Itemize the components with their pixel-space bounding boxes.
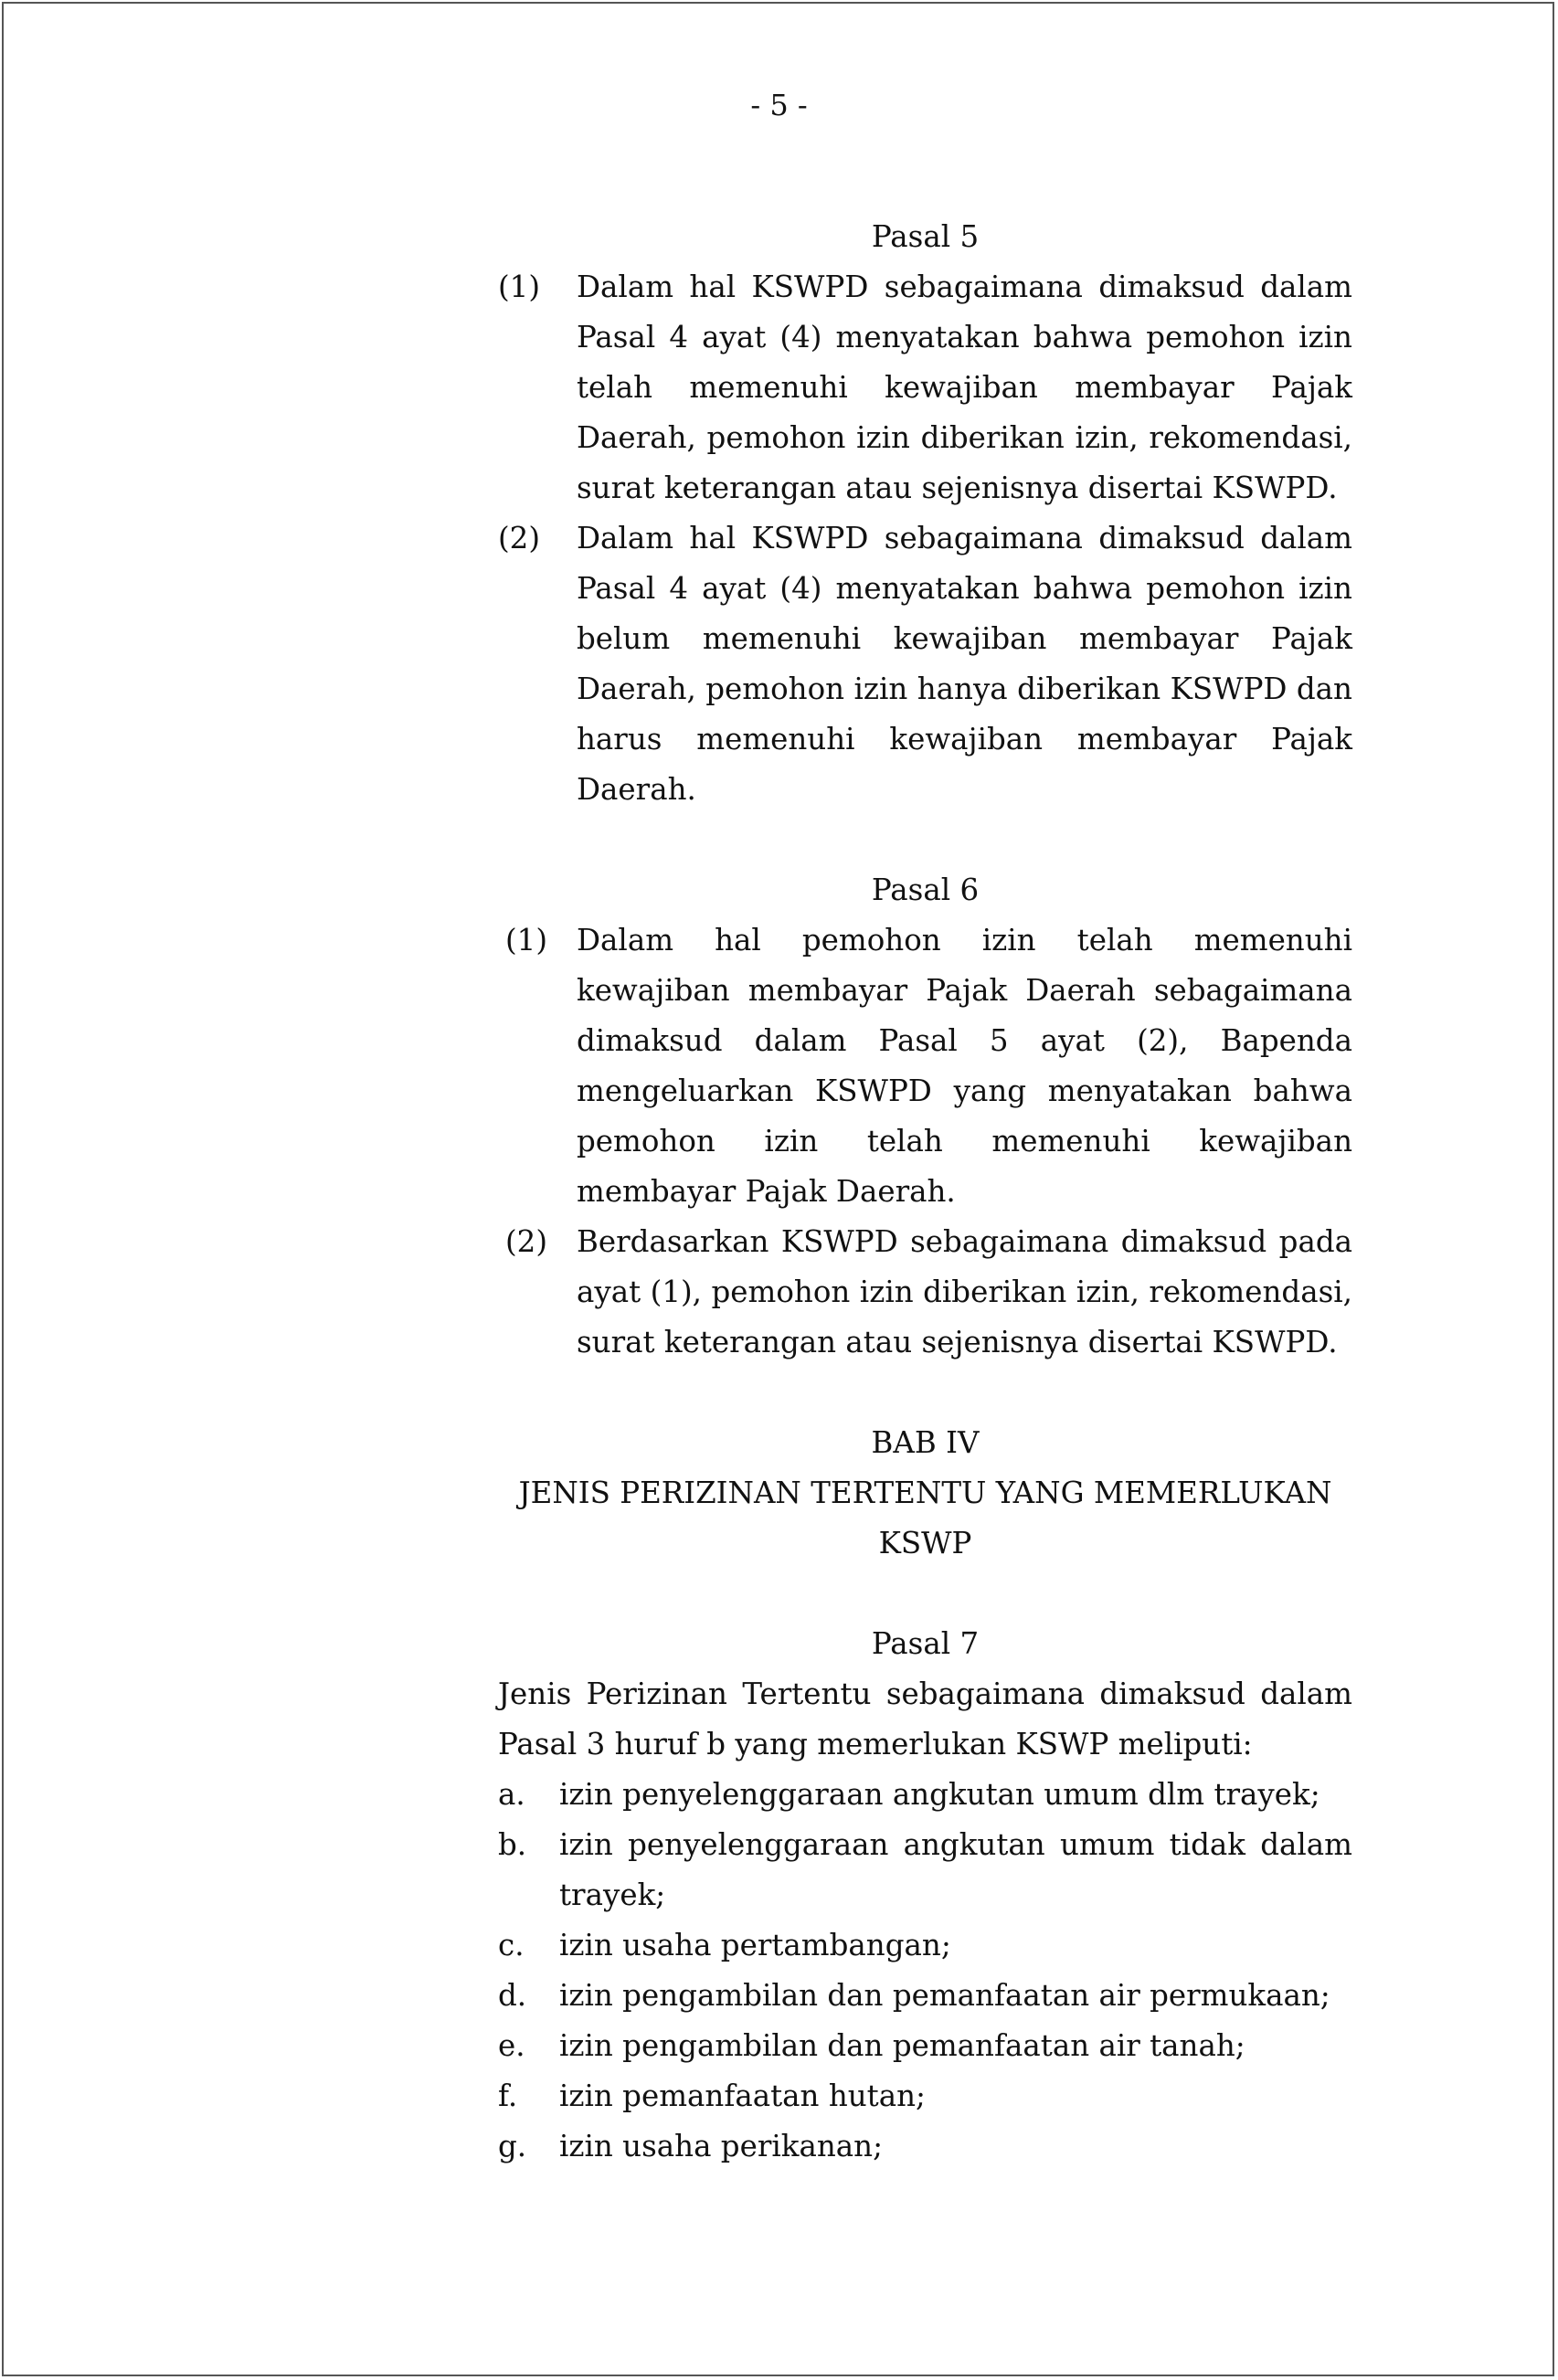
list-text: izin usaha pertambangan; [559, 1928, 951, 1962]
pasal-6-ayat-2 [498, 1217, 1352, 1368]
ayat-text: Dalam hal KSWPD sebagaimana dimaksud dalam Pasal 4 ayat (4) menyatakan bahwa pemohon izin telah memenuhi kewajiban membayar Pajak Daerah, pemohon izin diberikan izin, rekomendasi, surat keterangan atau sejenisnya disertai KSWPD. [577, 270, 1352, 505]
pasal-5-ayat-1 [498, 262, 1352, 513]
pasal-7-heading: Pasal 7 [871, 1626, 980, 1661]
list-item [498, 1770, 1352, 1820]
bab-heading: BAB IV [871, 1425, 980, 1460]
list-item [498, 2121, 1352, 2172]
ayat-text: Dalam hal KSWPD sebagaimana dimaksud dalam Pasal 4 ayat (4) menyatakan bahwa pemohon izin belum memenuhi kewajiban membayar Pajak Daerah, pemohon izin hanya diberikan KSWPD dan harus memenuhi kewajiban membayar Pajak Daerah. [577, 521, 1352, 807]
list-item [498, 1820, 1352, 1920]
list-text: izin penyelenggaraan angkutan umum dlm trayek; [559, 1777, 1320, 1812]
ayat-number: (2) [505, 1224, 548, 1259]
ayat-number: (2) [498, 521, 541, 555]
list-text: izin pemanfaatan hutan; [559, 2079, 926, 2113]
bab-title-line-2: KSWP [878, 1526, 972, 1560]
list-item [498, 1920, 1352, 1971]
list-item [498, 2071, 1352, 2121]
list-letter: d. [498, 1978, 527, 2013]
ayat-number: (1) [505, 923, 548, 957]
list-item [498, 1971, 1352, 2021]
list-letter: e. [498, 2028, 525, 2063]
list-text: izin pengambilan dan pemanfaatan air permukaan; [559, 1978, 1330, 2013]
list-text: izin usaha perikanan; [559, 2129, 884, 2163]
pasal-5-ayat-2 [498, 513, 1352, 815]
pasal-6-heading: Pasal 6 [871, 873, 980, 907]
list-letter: a. [498, 1777, 525, 1812]
bab-title-line-1: JENIS PERIZINAN TERTENTU YANG MEMERLUKAN [518, 1476, 1332, 1510]
document-body [498, 212, 1352, 2172]
pasal-5-heading: Pasal 5 [871, 219, 980, 254]
list-item [498, 2021, 1352, 2071]
list-letter: c. [498, 1928, 525, 1962]
ayat-text: Dalam hal pemohon izin telah memenuhi kewajiban membayar Pajak Daerah sebagaimana dimaksud dalam Pasal 5 ayat (2), Bapenda mengeluarkan KSWPD yang menyatakan bahwa pemohon izin telah memenuhi kewajiban membayar Pajak Daerah. [577, 923, 1352, 1209]
ayat-number: (1) [498, 270, 541, 304]
ayat-text: Berdasarkan KSWPD sebagaimana dimaksud pada ayat (1), pemohon izin diberikan izin, rekomendasi, surat keterangan atau sejenisnya disertai KSWPD. [577, 1224, 1352, 1359]
list-text: izin penyelenggaraan angkutan umum tidak dalam trayek; [559, 1827, 1352, 1912]
list-letter: g. [498, 2129, 527, 2163]
pasal-7-intro: Jenis Perizinan Tertentu sebagaimana dimaksud dalam Pasal 3 huruf b yang memerlukan KSWP meliputi: [498, 1677, 1352, 1761]
page-number: - 5 - [750, 88, 808, 122]
list-text: izin pengambilan dan pemanfaatan air tanah; [559, 2028, 1245, 2063]
list-letter: f. [498, 2079, 518, 2113]
list-letter: b. [498, 1827, 527, 1862]
pasal-6-ayat-1 [498, 915, 1352, 1217]
